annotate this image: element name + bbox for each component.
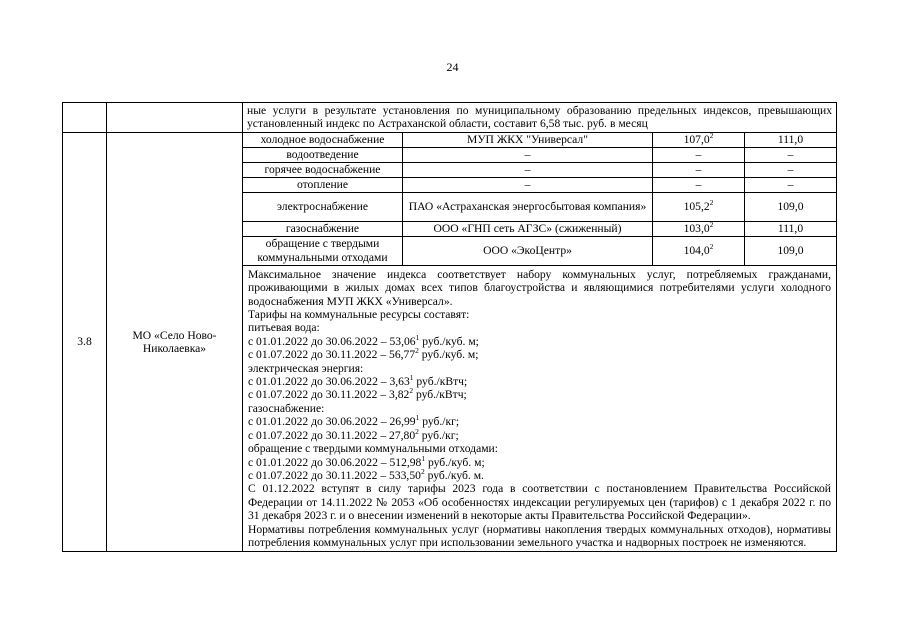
- tariff-line-unit: руб./кВтч;: [413, 375, 468, 389]
- service-name: обращение с твердыми коммунальными отходами: [243, 236, 403, 265]
- service-row: [63, 132, 837, 147]
- max-index-paragraph: Максимальное значение индекса соответствует набору коммунальных услуг, потребляемых гражданами, проживающими в жилых домах всех типов благоустройства и являющимися потребителями услуги холодного водоснабжения МУП ЖКХ «Универсал».: [248, 267, 832, 308]
- tariff-group-title: питьевая вода:: [248, 321, 320, 335]
- tariff-group-title: электрическая энергия:: [248, 361, 364, 375]
- tariff-info-cell: [243, 265, 837, 552]
- tariff-line-value: с 01.07.2022 до 30.11.2022 – 533,50: [248, 468, 421, 482]
- service-name: электроснабжение: [243, 192, 403, 221]
- tariff-line-unit: руб./кг;: [419, 415, 460, 429]
- index-value-1: –: [653, 162, 745, 177]
- service-organization: ПАО «Астраханская энергосбытовая компания»: [403, 192, 653, 221]
- index-value-2: –: [745, 177, 837, 192]
- service-organization: МУП ЖКХ "Универсал": [403, 132, 653, 147]
- tariff-line-value: с 01.01.2022 до 30.06.2022 – 3,63: [248, 375, 410, 389]
- service-name: горячее водоснабжение: [243, 162, 403, 177]
- tariff-footnote-mark: 2: [420, 467, 425, 477]
- tariff-line-unit: руб./куб. м;: [418, 348, 479, 362]
- row-number: 3.8: [63, 132, 107, 552]
- service-organization: –: [403, 162, 653, 177]
- tariff-line-unit: руб./кВтч;: [413, 388, 467, 402]
- tariff-footnote-mark: 2: [415, 346, 419, 356]
- service-name: газоснабжение: [243, 221, 403, 236]
- index-value-2: –: [745, 162, 837, 177]
- tariff-line: [248, 375, 831, 388]
- tariff-line-value: с 01.07.2022 до 30.11.2022 – 27,80: [248, 428, 416, 442]
- tariff-footnote-mark: 1: [415, 413, 420, 423]
- service-name: водоотведение: [243, 147, 403, 162]
- index-value-2: 109,0: [745, 192, 837, 221]
- continuation-row: [63, 103, 837, 133]
- page-number: 24: [446, 60, 459, 74]
- tariff-line-unit: руб./куб. м;: [425, 455, 485, 469]
- tariff-line: [248, 348, 831, 361]
- municipality-name: МО «Село Ново-Николаевка»: [107, 132, 243, 552]
- empty-number-cell: [63, 103, 107, 133]
- tariff-footnote-mark: 1: [421, 453, 426, 463]
- service-name: отопление: [243, 177, 403, 192]
- empty-name-cell: [107, 103, 243, 133]
- tariffs-intro: Тарифы на коммунальные ресурсы составят:: [248, 308, 470, 322]
- tariff-line-unit: руб./куб. м;: [419, 334, 479, 348]
- index-value-1: –: [653, 147, 745, 162]
- tariff-line-value: с 01.07.2022 до 30.11.2022 – 3,82: [248, 388, 410, 402]
- index-value-2: 109,0: [745, 236, 837, 265]
- tariff-table: [62, 102, 837, 552]
- index-value-1: 107,0$^2$: [653, 132, 745, 147]
- index-value-1: 104,0$^2$: [653, 236, 745, 265]
- tariff-footnote-mark: 2: [409, 386, 414, 396]
- tariff-footnote-mark: 1: [409, 373, 414, 383]
- index-value-2: –: [745, 147, 837, 162]
- tariff-line: [248, 469, 831, 482]
- service-organization: –: [403, 147, 653, 162]
- tariff-line: [248, 415, 831, 428]
- tariff-footnote-mark: 1: [415, 332, 420, 342]
- tariff-line: [248, 388, 831, 401]
- index-value-1: 105,2$^2$: [653, 192, 745, 221]
- service-organization: –: [403, 177, 653, 192]
- index-value-2: 111,0: [745, 132, 837, 147]
- tariffs-2023-paragraph: С 01.12.2022 вступят в силу тарифы 2023 года в соответствии с постановлением Правительства Российской Федерации от 14.11.2022 № 2053 «Об особенностях индексации регулируемых цен (тарифов) с 1 декабря 2022 г. по 31 декабря 2023 г. и о внесении изменений в некоторые акты Правительства Российской Федерации».: [248, 482, 832, 523]
- tariff-group-title: обращение с твердыми коммунальными отходами:: [248, 442, 498, 456]
- tariff-line: [248, 332, 831, 348]
- tariff-line-value: с 01.01.2022 до 30.06.2022 – 26,99: [248, 415, 416, 429]
- service-organization: ООО «ГНП сеть АГЗС» (сжиженный): [403, 221, 653, 236]
- norms-paragraph: Нормативы потребления коммунальных услуг (нормативы накопления твердых коммунальных отходов), нормативы потребления коммунальных услуг при использовании земельного участка и надворных построек не изменяются.: [248, 522, 832, 549]
- tariff-groups: [248, 321, 831, 482]
- tariff-line-value: с 01.07.2022 до 30.11.2022 – 56,77: [248, 348, 416, 362]
- index-value-1: 103,0$^2$: [653, 221, 745, 236]
- index-value-1: –: [653, 177, 745, 192]
- tariff-line: [248, 426, 831, 442]
- tariff-group-title: газоснабжение:: [248, 401, 325, 415]
- tariff-line: [248, 453, 831, 469]
- tariff-line-unit: руб./куб. м.: [424, 468, 484, 482]
- tariff-line-unit: руб./кг;: [418, 428, 459, 442]
- service-name: холодное водоснабжение: [243, 132, 403, 147]
- tariff-footnote-mark: 2: [415, 426, 419, 436]
- continuation-text: ные услуги в результате установления по муниципальному образованию предельных индексов, превышающих установленный индекс по Астраханской области, составит 6,58 тыс. руб. в месяц: [243, 103, 837, 133]
- tariff-line-value: с 01.01.2022 до 30.06.2022 – 53,06: [248, 334, 416, 348]
- service-organization: ООО «ЭкоЦентр»: [403, 236, 653, 265]
- index-value-2: 111,0: [745, 221, 837, 236]
- tariff-line-value: с 01.01.2022 до 30.06.2022 – 512,98: [248, 455, 422, 469]
